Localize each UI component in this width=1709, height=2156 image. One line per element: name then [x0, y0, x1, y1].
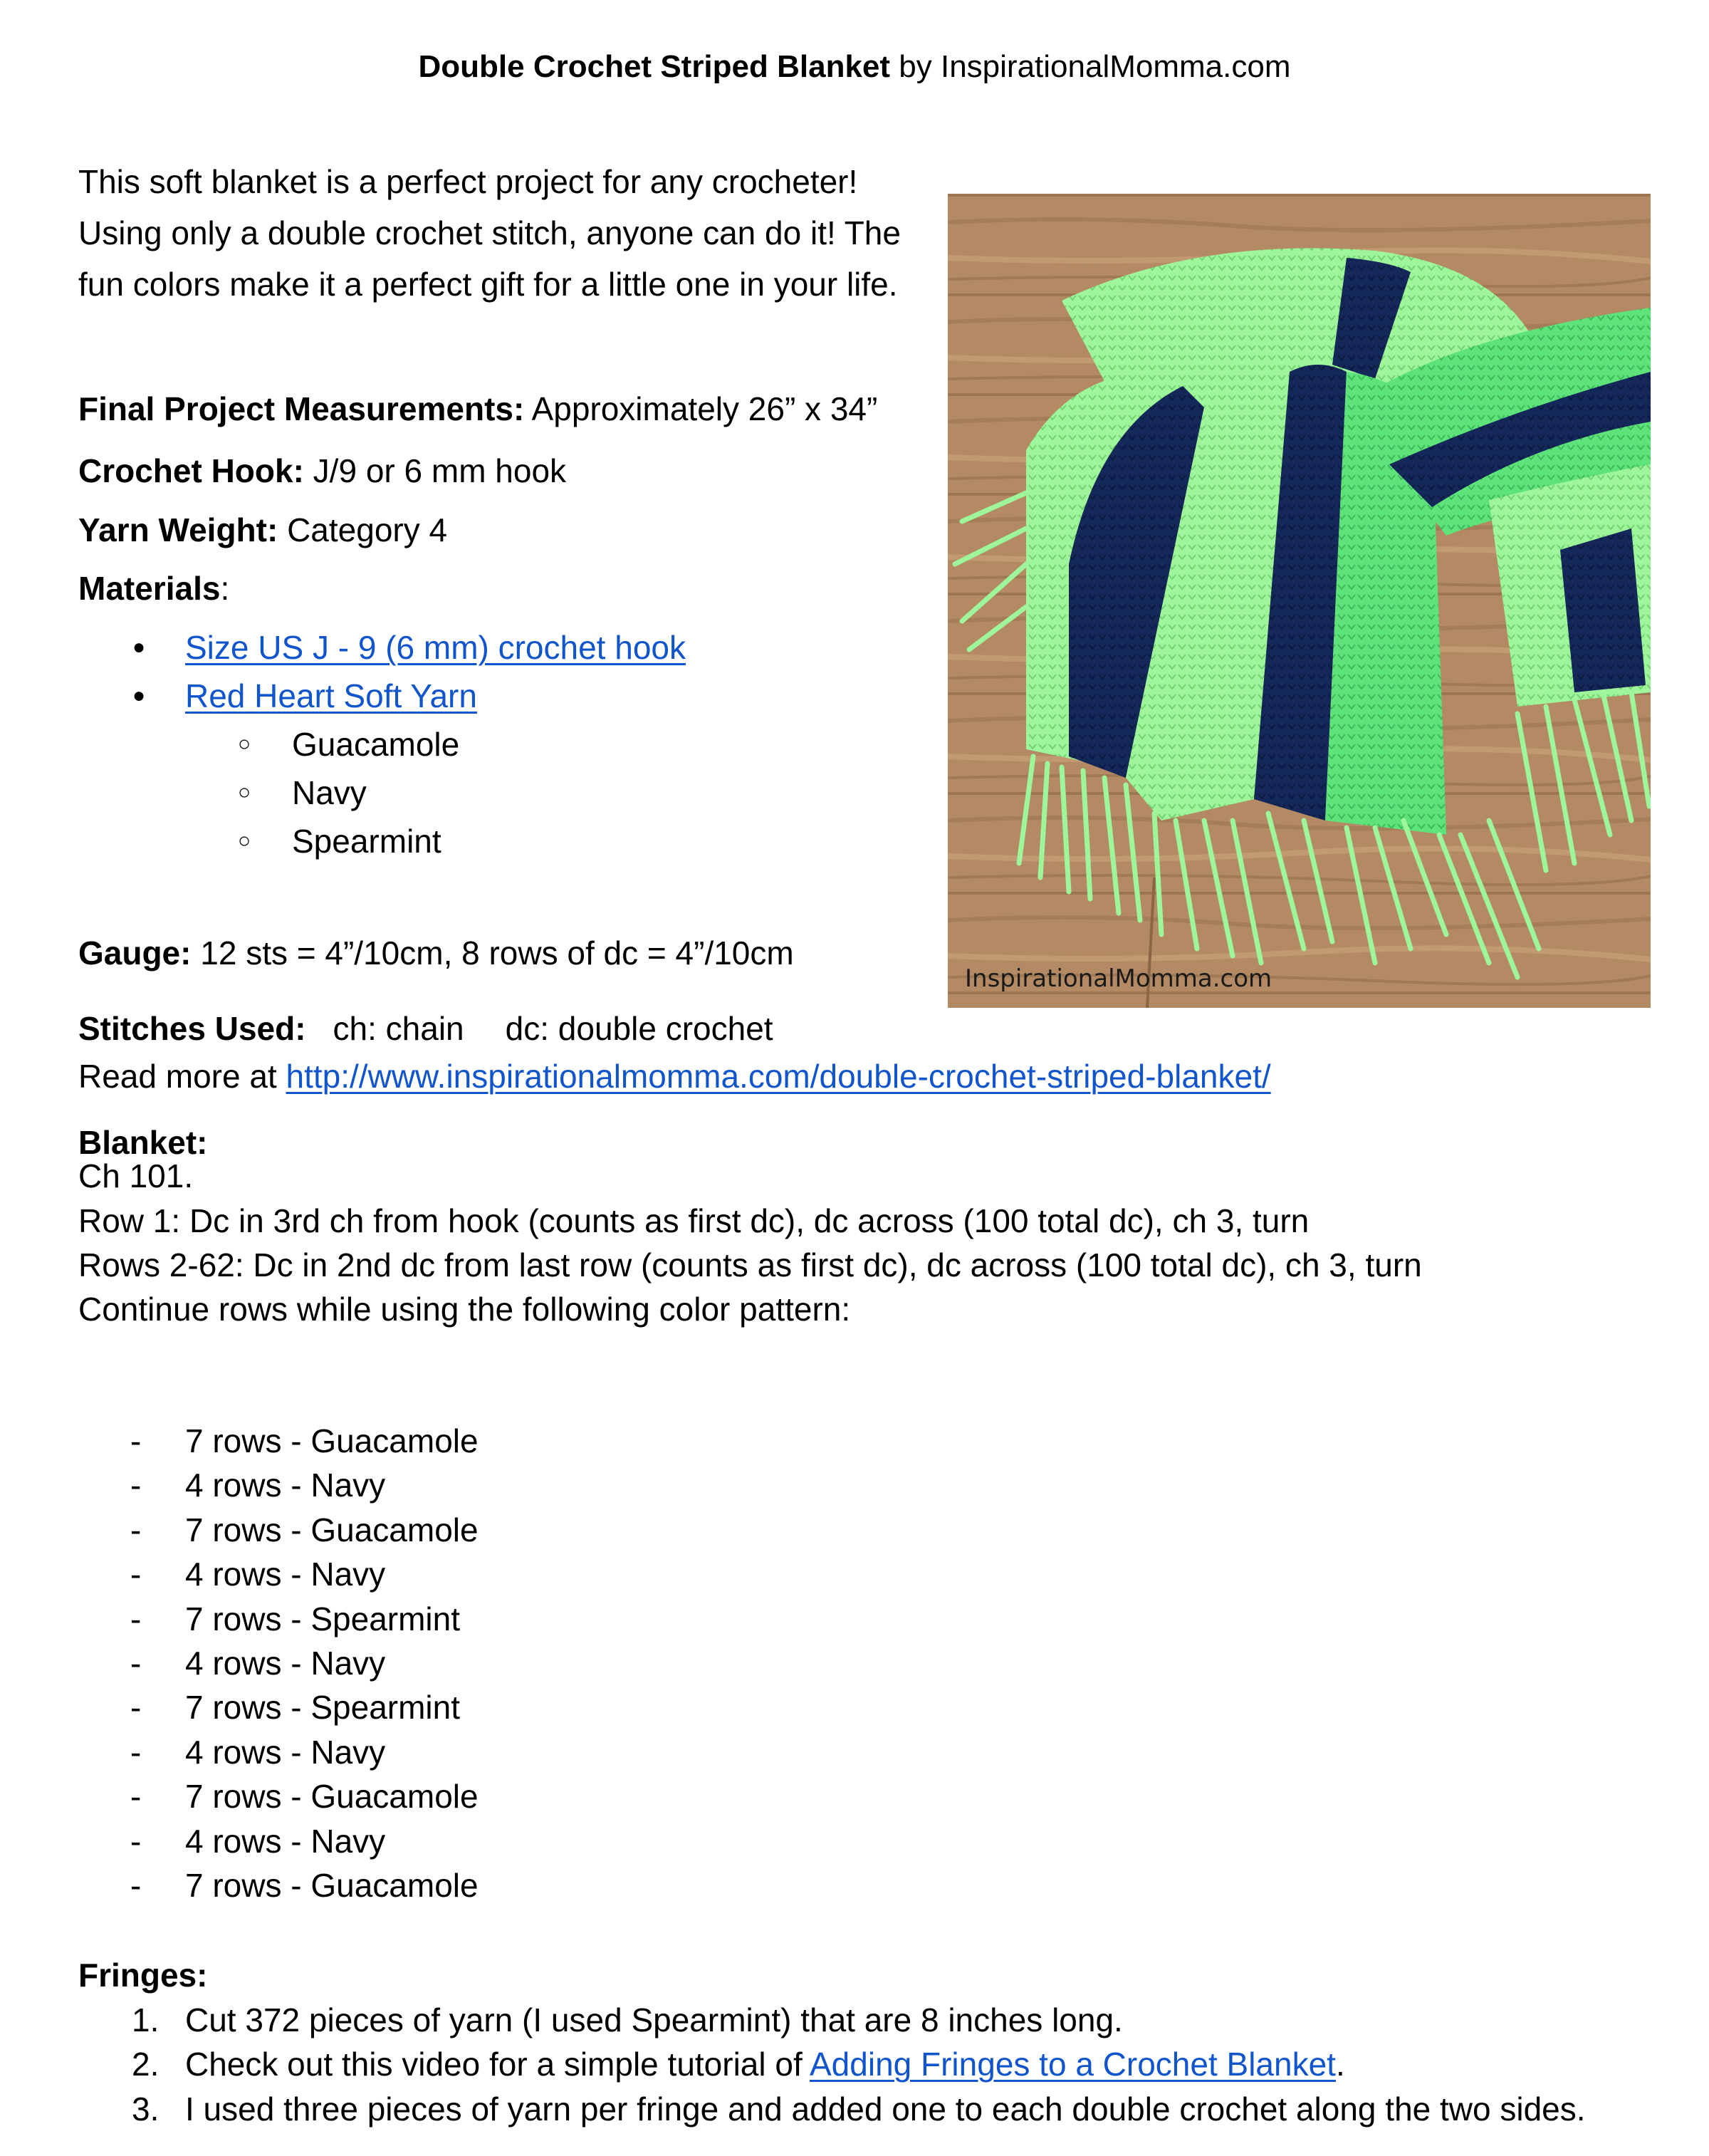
instruction-line: Row 1: Dc in 3rd ch from hook (counts as first dc), dc across (100 total dc), ch 3, turn [78, 1202, 1310, 1239]
fringes-heading: Fringes: [78, 1957, 208, 1994]
blanket-heading: Blanket: [78, 1124, 208, 1161]
intro-line: fun colors make it a perfect gift for a little one in your life. [78, 266, 898, 303]
hook-line [78, 454, 566, 487]
color-pattern-item: 7 rows - Guacamole [185, 1511, 479, 1548]
fringe-step: Cut 372 pieces of yarn (I used Spearmint) that are 8 inches long. [185, 2001, 1123, 2038]
intro-line: Using only a double crochet stitch, anyone can do it! The [78, 214, 901, 251]
fringe-step [185, 2048, 1345, 2081]
blanket-illustration [948, 194, 1651, 1008]
color-pattern-item: 7 rows - Guacamole [185, 1778, 479, 1815]
measurements-label: Final Project Measurements: [78, 390, 525, 427]
stitch-dc: dc: double crochet [505, 1010, 773, 1047]
dash-bullet-icon: - [130, 1467, 142, 1504]
list-number: 1. [132, 2001, 160, 2038]
dash-bullet-icon: - [130, 1778, 142, 1815]
yarn-color-item: Navy [292, 774, 367, 811]
measurements-value: Approximately 26” x 34” [524, 390, 878, 427]
color-pattern-item: 4 rows - Navy [185, 1734, 386, 1771]
dash-bullet-icon: - [130, 1556, 142, 1593]
materials-label: Materials [78, 570, 221, 607]
material-item [185, 679, 477, 712]
yarn-weight-label: Yarn Weight: [78, 511, 278, 548]
yarn-color-item: Guacamole [292, 726, 460, 763]
dash-bullet-icon: - [130, 1600, 142, 1637]
read-more-line [78, 1060, 1271, 1093]
read-more-prefix: Read more at [78, 1058, 286, 1095]
color-pattern-item: 7 rows - Guacamole [185, 1867, 479, 1904]
stitches-line [78, 1012, 773, 1045]
fringe-step-text: Check out this video for a simple tutorial of [185, 2046, 810, 2083]
gauge-line [78, 934, 794, 972]
bullet-icon: ● [132, 684, 146, 707]
instruction-line: Continue rows while using the following color pattern: [78, 1291, 851, 1328]
title-bold: Double Crochet Striped Blanket [418, 49, 891, 84]
material-item [185, 631, 686, 664]
stitch-ch: ch: chain [333, 1010, 464, 1047]
intro-line: This soft blanket is a perfect project for any crocheter! [78, 163, 858, 200]
yarn-weight-line [78, 511, 448, 548]
fringe-tutorial-link[interactable]: Adding Fringes to a Crochet Blanket [810, 2046, 1336, 2083]
circle-bullet-icon: ○ [238, 732, 251, 756]
gauge-label: Gauge: [78, 934, 192, 972]
yarn-product-link[interactable]: Red Heart Soft Yarn [185, 677, 477, 714]
hook-product-link[interactable]: Size US J - 9 (6 mm) crochet hook [185, 629, 686, 666]
bullet-icon: ● [132, 635, 146, 659]
color-pattern-item: 7 rows - Spearmint [185, 1600, 461, 1637]
instruction-line: Rows 2-62: Dc in 2nd dc from last row (counts as first dc), dc across (100 total dc), ch 3, turn [78, 1246, 1422, 1283]
list-number: 3. [132, 2090, 160, 2128]
stitches-label: Stitches Used: [78, 1010, 306, 1047]
color-pattern-item: 4 rows - Navy [185, 1823, 386, 1860]
yarn-weight-value: Category 4 [278, 511, 448, 548]
dash-bullet-icon: - [130, 1823, 142, 1860]
hook-value: J/9 or 6 mm hook [303, 452, 567, 489]
circle-bullet-icon: ○ [238, 829, 251, 853]
list-number: 2. [132, 2046, 160, 2083]
color-pattern-item: 7 rows - Spearmint [185, 1689, 461, 1726]
color-pattern-item: 4 rows - Navy [185, 1467, 386, 1504]
photo-watermark: InspirationalMomma.com [965, 964, 1272, 993]
dash-bullet-icon: - [130, 1645, 142, 1682]
read-more-link[interactable]: http://www.inspirationalmomma.com/double-crochet-striped-blanket/ [286, 1058, 1271, 1095]
page-title [0, 51, 1709, 83]
blanket-photo [948, 194, 1651, 1008]
dash-bullet-icon: - [130, 1511, 142, 1548]
materials-colon: : [220, 570, 230, 607]
dash-bullet-icon: - [130, 1422, 142, 1459]
fringe-step: I used three pieces of yarn per fringe and added one to each double crochet along the two sides. [185, 2090, 1586, 2128]
fringe-step-period: . [1335, 2046, 1345, 2083]
dash-bullet-icon: - [130, 1867, 142, 1904]
title-byline: by InspirationalMomma.com [890, 49, 1291, 84]
measurements-line [78, 392, 877, 425]
dash-bullet-icon: - [130, 1734, 142, 1771]
color-pattern-item: 4 rows - Navy [185, 1645, 386, 1682]
materials-heading [78, 572, 229, 605]
dash-bullet-icon: - [130, 1689, 142, 1726]
color-pattern-item: 4 rows - Navy [185, 1556, 386, 1593]
instruction-line: Ch 101. [78, 1157, 194, 1194]
color-pattern-item: 7 rows - Guacamole [185, 1422, 479, 1459]
hook-label: Crochet Hook: [78, 452, 304, 489]
yarn-color-item: Spearmint [292, 823, 441, 860]
gauge-value: 12 sts = 4”/10cm, 8 rows of dc = 4”/10cm [191, 934, 794, 972]
circle-bullet-icon: ○ [238, 781, 251, 804]
